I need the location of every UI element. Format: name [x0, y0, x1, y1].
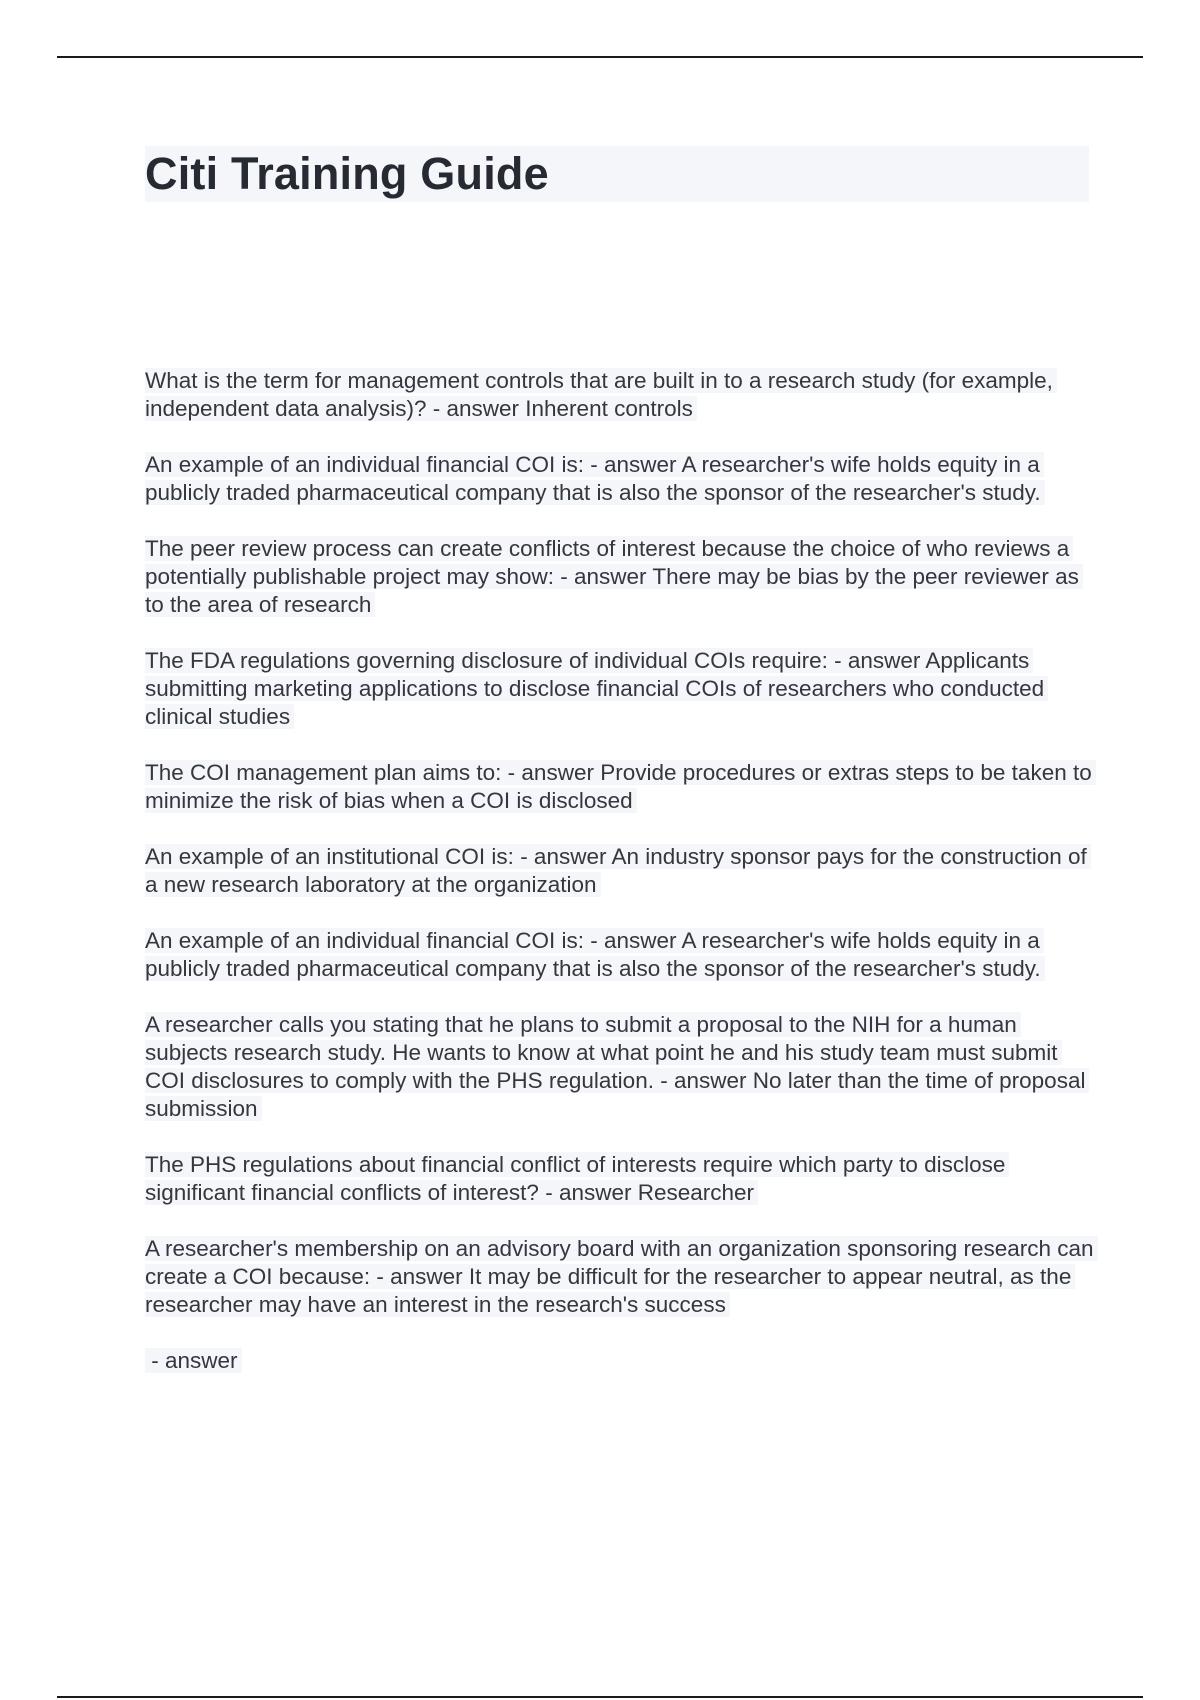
qa-question: The COI management plan aims to:: [145, 760, 502, 785]
qa-item: [145, 1011, 1095, 1123]
qa-answer: An industry sponsor pays for the construction of a new research laboratory at the organization: [145, 844, 1087, 897]
qa-item: [145, 927, 1095, 983]
qa-list: [145, 367, 1095, 1403]
qa-question: An example of an institutional COI is:: [145, 844, 514, 869]
qa-question: The FDA regulations governing disclosure of individual COIs require:: [145, 648, 828, 673]
qa-question: The peer review process can create conflicts of interest because the choice of who reviews a potentially publishable project may show:: [145, 536, 1070, 589]
qa-item: [145, 451, 1095, 507]
qa-separator: - answer: [513, 844, 607, 869]
qa-question: The PHS regulations about financial conflict of interests require which party to disclose significant financial conflicts of interest?: [145, 1152, 1006, 1205]
qa-answer: There may be bias by the peer reviewer as to the area of research: [145, 564, 1079, 617]
qa-question: What is the term for management controls that are built in to a research study (for example, independent data analysis)?: [145, 368, 1053, 421]
qa-item: [145, 367, 1095, 423]
qa-item-empty: [145, 1347, 1095, 1375]
qa-answer: Provide procedures or extras steps to be taken to minimize the risk of bias when a COI is disclosed: [145, 760, 1092, 813]
bottom-rule: [57, 1696, 1143, 1698]
qa-separator: - answer: [501, 760, 594, 785]
qa-item: [145, 535, 1095, 619]
document-title: Citi Training Guide: [145, 148, 549, 199]
qa-answer: It may be difficult for the researcher to appear neutral, as the researcher may have an interest in the research's success: [145, 1264, 1072, 1317]
qa-separator: - answer: [583, 928, 677, 953]
qa-answer: No later than the time of proposal submission: [145, 1068, 1086, 1121]
qa-answer: A researcher's wife holds equity in a publicly traded pharmaceutical company that is also the sponsor of the researcher's study.: [145, 928, 1041, 981]
qa-item: [145, 759, 1095, 815]
qa-separator: - answer: [553, 564, 647, 589]
qa-question: An example of an individual financial COI is:: [145, 928, 584, 953]
qa-separator: - answer: [426, 396, 519, 421]
qa-question: An example of an individual financial COI is:: [145, 452, 584, 477]
qa-separator: - answer: [370, 1264, 463, 1289]
qa-answer: A researcher's wife holds equity in a publicly traded pharmaceutical company that is also the sponsor of the researcher's study.: [145, 452, 1041, 505]
qa-answer: Researcher: [637, 1180, 755, 1205]
qa-answer: Inherent controls: [525, 396, 693, 421]
qa-separator: - answer: [653, 1068, 747, 1093]
qa-item: [145, 843, 1095, 899]
qa-question: A researcher's membership on an advisory board with an organization sponsoring research can create a COI because:: [145, 1236, 1094, 1289]
qa-separator: - answer: [827, 648, 921, 673]
qa-item: [145, 647, 1095, 731]
qa-item: [145, 1235, 1095, 1319]
qa-answer: Applicants submitting marketing applications to disclose financial COIs of researchers who conducted clinical studies: [145, 648, 1045, 729]
qa-question: A researcher calls you stating that he plans to submit a proposal to the NIH for a human subjects research study. He wants to know at what point he and his study team must submit COI disclosures to comply with the PHS regulation.: [145, 1012, 1058, 1093]
top-rule: [57, 56, 1143, 58]
qa-item: [145, 1151, 1095, 1207]
qa-separator: - answer: [145, 1348, 238, 1373]
qa-separator: - answer: [583, 452, 677, 477]
qa-separator: - answer: [538, 1180, 632, 1205]
